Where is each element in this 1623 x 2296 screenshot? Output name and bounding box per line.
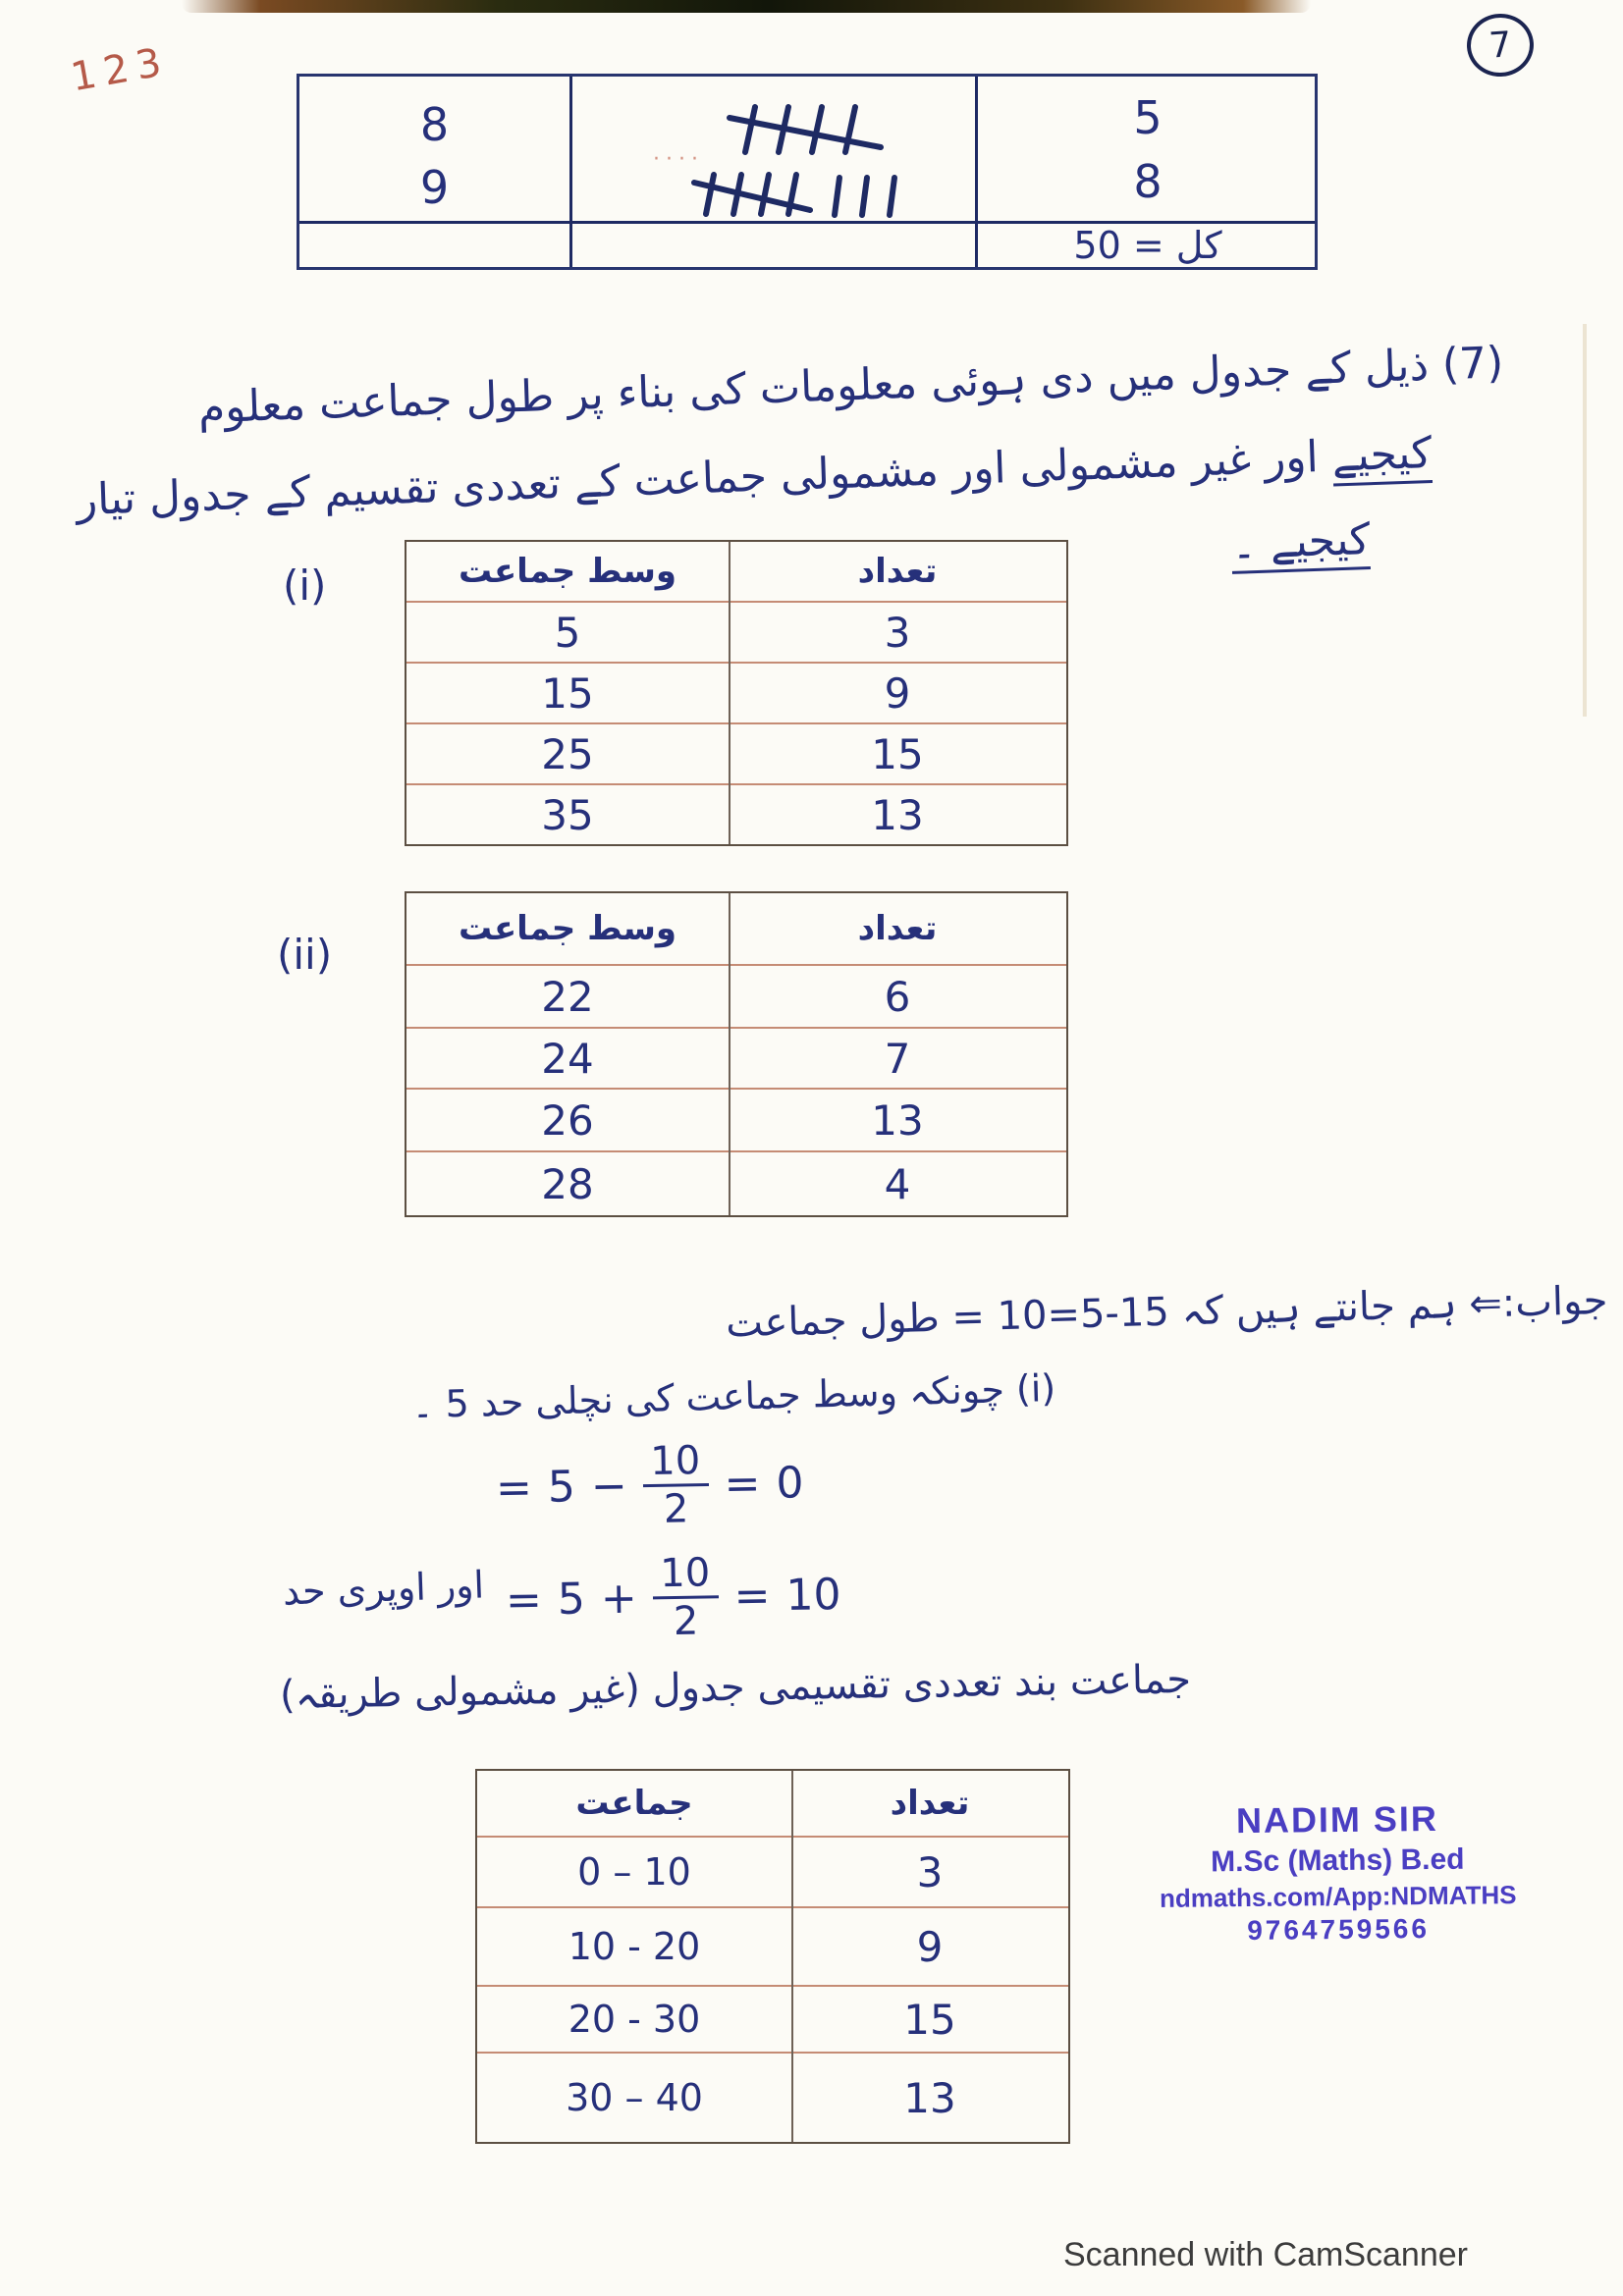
table-row [406,601,1066,662]
fraction-numerator: 10 [652,1552,719,1599]
formula-upper-limit-label: اور اوپری حد [282,1563,485,1614]
formula-upper-limit [505,1550,841,1645]
table-row [477,1906,1068,1985]
red-dots-artifact: ···· [653,147,704,172]
answer-line-2: (i) چونکہ وسط جماعت کی نچلی حد 5 ۔ [410,1366,1056,1427]
question-line-2-rest: اور غیر مشمولی اور مشمولی جماعت کے تعددی تقسیم کے جدول تیار [75,431,1333,526]
fraction-denominator: 2 [663,1486,689,1532]
table-cell: 13 [871,790,924,839]
fraction-denominator: 2 [673,1598,699,1644]
tally-table-divider-1 [569,77,572,267]
table-cell: 30 – 40 [566,2076,703,2119]
term: 5 [557,1574,586,1626]
table-cell: 24 [541,1034,594,1083]
table-cell: 7 [884,1034,911,1083]
tally-8-icon [690,171,920,220]
result: 10 [785,1570,841,1621]
tally-table-cell-value: 5 [1133,91,1163,144]
equals-sign: = [495,1463,533,1514]
table-cell: 0 – 10 [577,1850,691,1894]
question-line-1: (7) ذیل کے جدول میں دی ہوئی معلومات کی بناء پر طول جماعت معلوم [196,338,1504,434]
equals-sign: = [724,1459,761,1510]
question-line-3: کیجیے ۔ [1230,514,1371,574]
table-cell: 15 [903,1995,956,2044]
final-table-column-divider [791,1771,793,2142]
table-cell: 13 [903,2073,956,2122]
table-cell: 15 [541,668,594,718]
table-cell: 3 [916,1847,944,1896]
result: 0 [776,1458,804,1509]
teacher-stamp [1118,1797,1557,1949]
table-cell: 10 - 20 [568,1925,701,1968]
term: 5 [547,1462,576,1513]
stamp-website: ndmaths.com/App:NDMATHS [1159,1880,1517,1913]
equals-sign: = [733,1571,771,1622]
table-cell: 15 [871,729,924,778]
table-row [406,783,1066,844]
scan-top-strip-artifact [182,0,1311,13]
fraction-numerator: 10 [642,1440,709,1487]
table-cell: 9 [916,1922,944,1971]
table-i-column-divider [729,542,730,844]
table-row [477,2052,1068,2142]
table-cell: 26 [541,1095,594,1145]
final-table [475,1769,1070,2144]
table-cell: 20 - 30 [568,1998,701,2041]
table-ii-header-freq: تعداد [857,909,938,948]
answer-line-1: جواب:⇐ ہم جانتے ہیں کہ 15-5=10 = طول جماعت [725,1278,1608,1347]
table-ii [405,891,1068,1217]
table-ii-header-class: وسط جماعت [458,909,677,948]
plus-sign: + [600,1573,638,1625]
table-cell: 3 [884,608,911,657]
question-line-2 [76,428,1433,525]
tally-table-cell-value: 8 [1133,155,1163,208]
table-i-label: (i) [283,561,327,610]
table-row [406,722,1066,783]
tally-table-cell-value: 8 [419,98,450,151]
table-i [405,540,1068,846]
stamp-name: NADIM SIR [1235,1797,1439,1842]
minus-sign: − [590,1461,628,1513]
equals-sign: = [505,1575,543,1626]
circled-page-number: 7 [1465,12,1536,80]
table-row [406,1150,1066,1215]
table-row [406,964,1066,1027]
table-cell: 4 [884,1159,911,1208]
formula-lower-limit [495,1438,804,1532]
table-row [477,1836,1068,1906]
final-table-header-freq: تعداد [890,1784,970,1823]
table-row [406,662,1066,722]
tally-table-total: کل = 50 [1073,224,1222,267]
scan-edge-artifact [1583,324,1587,717]
table-cell: 9 [884,668,911,718]
stamp-phone: 9764759566 [1247,1913,1431,1946]
table-cell: 6 [884,972,911,1021]
table-row [406,1027,1066,1088]
table-cell: 28 [541,1159,594,1208]
fraction [652,1552,719,1642]
final-table-header-class: جماعت [575,1784,693,1823]
table-row [477,1985,1068,2052]
stamp-qualification: M.Sc (Maths) B.ed [1211,1842,1465,1879]
table-i-header-class: وسط جماعت [458,552,677,591]
fraction [642,1440,709,1530]
tally-table-cell-value: 9 [419,161,450,214]
table-cell: 35 [541,790,594,839]
table-row [406,1088,1066,1150]
table-cell: 25 [541,729,594,778]
question-line-2-lead: کیجیے [1330,428,1433,487]
table-cell: 5 [554,608,581,657]
tally-5-icon [722,102,891,157]
table-cell: 22 [541,972,594,1021]
tally-table [297,74,1318,270]
camscanner-watermark: Scanned with CamScanner [1062,2236,1468,2273]
corner-note: 123 [67,38,173,101]
table-cell: 13 [871,1095,924,1145]
table-ii-column-divider [729,893,730,1215]
table-ii-label: (ii) [277,931,333,979]
final-table-title: جماعت بند تعددی تقسیمی جدول (غیر مشمولی طریقہ) [279,1656,1192,1719]
table-i-header-freq: تعداد [857,552,938,591]
